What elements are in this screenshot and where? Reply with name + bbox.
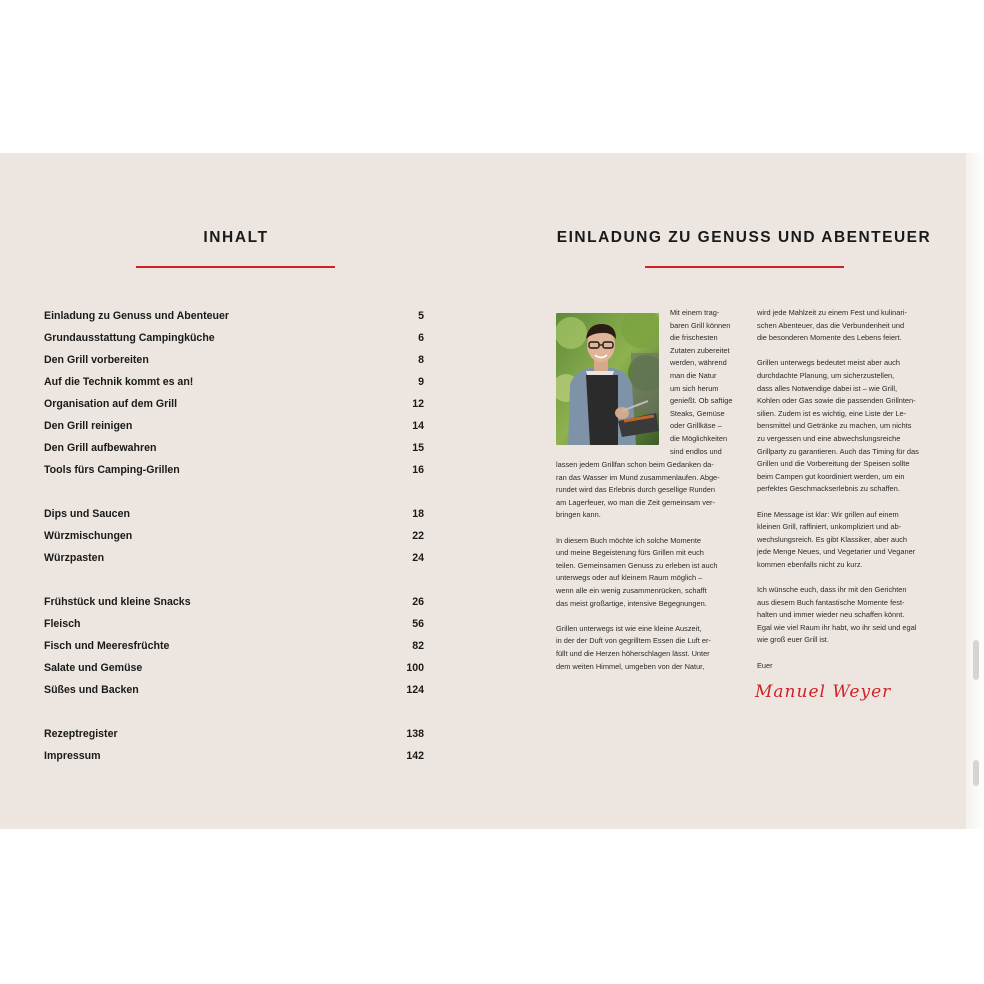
page-edge-mark <box>973 760 979 786</box>
text-line: jede Menge Neues, und Vegetarier und Veganer <box>757 547 916 557</box>
text-line: rundet wird das Erlebnis durch gesellige Runden <box>556 485 715 495</box>
text-line: Ich wünsche euch, dass ihr mit den Gerichten <box>757 585 907 595</box>
text-line: wird jede Mahlzeit zu einem Fest und kulinari- <box>757 308 907 317</box>
paragraph <box>757 584 957 647</box>
intro-column-1 <box>556 459 748 686</box>
toc-entry[interactable] <box>44 310 424 332</box>
toc-group <box>44 508 424 574</box>
toc-entry-title: Rezeptregister <box>44 728 118 740</box>
text-line: Egal wie viel Raum ihr habt, wo ihr seid und egal <box>757 622 917 632</box>
paragraph <box>757 509 957 572</box>
table-of-contents <box>44 310 424 794</box>
text-line: silien. Zudem ist es wichtig, eine Liste der Le- <box>757 408 907 418</box>
text-line: um sich herum <box>670 383 719 393</box>
intro-wrap-text <box>670 307 760 458</box>
text-line: Eine Message ist klar: Wir grillen auf einem <box>757 509 899 519</box>
toc-group <box>44 728 424 772</box>
text-line: schen Abenteuer, das die Verbundenheit und <box>757 320 905 330</box>
text-line: das meist großartige, intensive Begegnungen. <box>556 598 707 608</box>
intro-heading: EINLADUNG ZU GENUSS UND ABENTEUER <box>556 229 932 246</box>
toc-entry-page: 26 <box>412 596 424 608</box>
text-line: am Lagerfeuer, wo man die Zeit gemeinsam ver- <box>556 497 715 507</box>
text-line: unterwegs oder auf kleinem Raum möglich – <box>556 573 703 583</box>
toc-entry-page: 8 <box>418 354 424 366</box>
author-photo <box>556 313 659 445</box>
closing-text: Euer <box>757 660 773 670</box>
toc-entry-page: 6 <box>418 332 424 344</box>
text-line: perfektes Geschmackserlebnis zu schaffen. <box>757 484 900 494</box>
toc-entry-page: 124 <box>406 684 424 696</box>
text-line: halten und immer wieder neu schaffen könnt. <box>757 610 905 620</box>
text-line: ran das Wasser im Mund zusammenlaufen. Abge- <box>556 472 720 482</box>
toc-entry[interactable] <box>44 464 424 486</box>
paragraph <box>556 535 748 611</box>
text-line: In diesem Buch möchte ich solche Momente <box>556 535 702 545</box>
paragraph <box>556 623 748 673</box>
toc-entry[interactable] <box>44 530 424 552</box>
toc-heading-rule <box>136 266 335 268</box>
toc-entry-title: Einladung zu Genuss und Abenteuer <box>44 310 230 322</box>
text-line: kleinen Grill, raffiniert, unkompliziert und ab- <box>757 522 902 532</box>
toc-entry-title: Würzpasten <box>44 552 105 564</box>
text-line: genießt. Ob saftige <box>670 396 733 406</box>
toc-entry-page: 16 <box>412 464 424 476</box>
toc-group <box>44 596 424 706</box>
toc-entry[interactable] <box>44 398 424 420</box>
toc-entry[interactable] <box>44 552 424 574</box>
toc-entry[interactable] <box>44 508 424 530</box>
text-line: zu vergessen und eine abwechslungsreiche <box>757 433 901 443</box>
page-edge-shadow <box>966 153 984 829</box>
toc-entry[interactable] <box>44 332 424 354</box>
toc-entry-title: Den Grill vorbereiten <box>44 354 149 366</box>
text-line: werden, während <box>670 358 727 368</box>
toc-group <box>44 310 424 486</box>
author-signature: Manuel Weyer <box>755 682 892 702</box>
text-line: Grillen unterwegs ist wie eine kleine Auszeit, <box>556 623 702 633</box>
text-line: oder Grillkäse – <box>670 421 722 431</box>
toc-entry-page: 9 <box>418 376 424 388</box>
toc-entry-title: Fisch und Meeresfrüchte <box>44 640 170 652</box>
text-line: in der der Duft von gegrilltem Essen die Luft er- <box>556 636 711 646</box>
toc-entry-page: 82 <box>412 640 424 652</box>
toc-entry-title: Den Grill reinigen <box>44 420 133 432</box>
text-line: aus diesem Buch fantastische Momente fest- <box>757 597 905 607</box>
toc-entry-page: 56 <box>412 618 424 630</box>
toc-entry-title: Den Grill aufbewahren <box>44 442 157 454</box>
text-line: lassen jedem Grillfan schon beim Gedanken da- <box>556 460 714 469</box>
text-line: bensmittel und Getränke zu machen, um nichts <box>757 421 912 431</box>
toc-entry-title: Grundausstattung Campingküche <box>44 332 215 344</box>
text-line: die frischesten <box>670 333 718 343</box>
toc-entry[interactable] <box>44 640 424 662</box>
toc-entry[interactable] <box>44 442 424 464</box>
toc-entry-title: Tools fürs Camping-Grillen <box>44 464 180 476</box>
toc-entry-page: 18 <box>412 508 424 520</box>
toc-entry-page: 12 <box>412 398 424 410</box>
toc-entry[interactable] <box>44 354 424 376</box>
text-line: dass alles Notwendige dabei ist – wie Grill, <box>757 383 898 393</box>
page-edge-mark <box>973 640 979 680</box>
text-line: wechslungsreich. Es gibt Klassiker, aber auch <box>757 534 907 544</box>
toc-entry[interactable] <box>44 750 424 772</box>
text-line: dem weiten Himmel, umgeben von der Natur, <box>556 661 705 671</box>
toc-entry-title: Süßes und Backen <box>44 684 139 696</box>
toc-entry-title: Organisation auf dem Grill <box>44 398 178 410</box>
intro-column-2 <box>757 307 957 685</box>
paragraph <box>556 459 748 522</box>
text-line: baren Grill können <box>670 320 731 330</box>
text-line: Grillen unterwegs bedeutet meist aber auch <box>757 358 900 368</box>
text-line: die Möglichkeiten <box>670 433 728 443</box>
text-line: Mit einem trag- <box>670 308 720 317</box>
toc-entry-title: Würzmischungen <box>44 530 133 542</box>
toc-entry[interactable] <box>44 662 424 684</box>
text-line: bringen kann. <box>556 510 601 520</box>
text-line: kommen ebenfalls nicht zu kurz. <box>757 559 863 569</box>
toc-entry-title: Fleisch <box>44 618 81 630</box>
toc-entry-page: 22 <box>412 530 424 542</box>
text-line: teilen. Gemeinsamen Genuss zu erleben ist auch <box>556 560 718 570</box>
text-line: Steaks, Gemüse <box>670 408 725 418</box>
intro-heading-rule <box>645 266 844 268</box>
text-line: Zutaten zubereitet <box>670 345 730 355</box>
toc-entry-page: 14 <box>412 420 424 432</box>
text-line: die besonderen Momente des Lebens feiert. <box>757 333 902 343</box>
toc-entry-page: 15 <box>412 442 424 454</box>
toc-entry-page: 142 <box>406 750 424 762</box>
paragraph <box>757 357 957 496</box>
text-line: sind endlos und <box>670 446 722 456</box>
toc-entry-title: Dips und Saucen <box>44 508 130 520</box>
text-line: durchdachte Planung, um sicherzustellen, <box>757 370 895 380</box>
text-line: Grillen und die Vorbereitung der Speisen sollte <box>757 459 910 469</box>
text-line: wie groß euer Grill ist. <box>757 635 829 645</box>
toc-heading: INHALT <box>203 229 269 246</box>
paragraph <box>757 307 957 345</box>
toc-entry[interactable] <box>44 420 424 442</box>
toc-entry-page: 5 <box>418 310 424 322</box>
text-line: wenn alle ein wenig zusammenrücken, schafft <box>556 585 707 595</box>
toc-entry[interactable] <box>44 596 424 618</box>
text-line: füllt und die Herzen höherschlagen lässt. Unter <box>556 648 710 658</box>
toc-entry[interactable] <box>44 618 424 640</box>
toc-entry-title: Frühstück und kleine Snacks <box>44 596 191 608</box>
text-line: man die Natur <box>670 370 717 380</box>
toc-entry[interactable] <box>44 684 424 706</box>
text-line: und meine Begeisterung fürs Grillen mit euch <box>556 548 704 558</box>
text-line: Kohlen oder Gas sowie die passenden Grillnten- <box>757 396 916 406</box>
toc-entry-page: 24 <box>412 552 424 564</box>
toc-entry[interactable] <box>44 376 424 398</box>
toc-entry[interactable] <box>44 728 424 750</box>
toc-entry-title: Impressum <box>44 750 101 762</box>
toc-entry-page: 138 <box>406 728 424 740</box>
text-line: beim Campen gut koordiniert werden, um ein <box>757 471 905 481</box>
toc-entry-title: Auf die Technik kommt es an! <box>44 376 194 388</box>
text-line: Grillparty zu garantieren. Auch das Timing für das <box>757 446 919 456</box>
toc-entry-page: 100 <box>406 662 424 674</box>
toc-entry-title: Salate und Gemüse <box>44 662 143 674</box>
